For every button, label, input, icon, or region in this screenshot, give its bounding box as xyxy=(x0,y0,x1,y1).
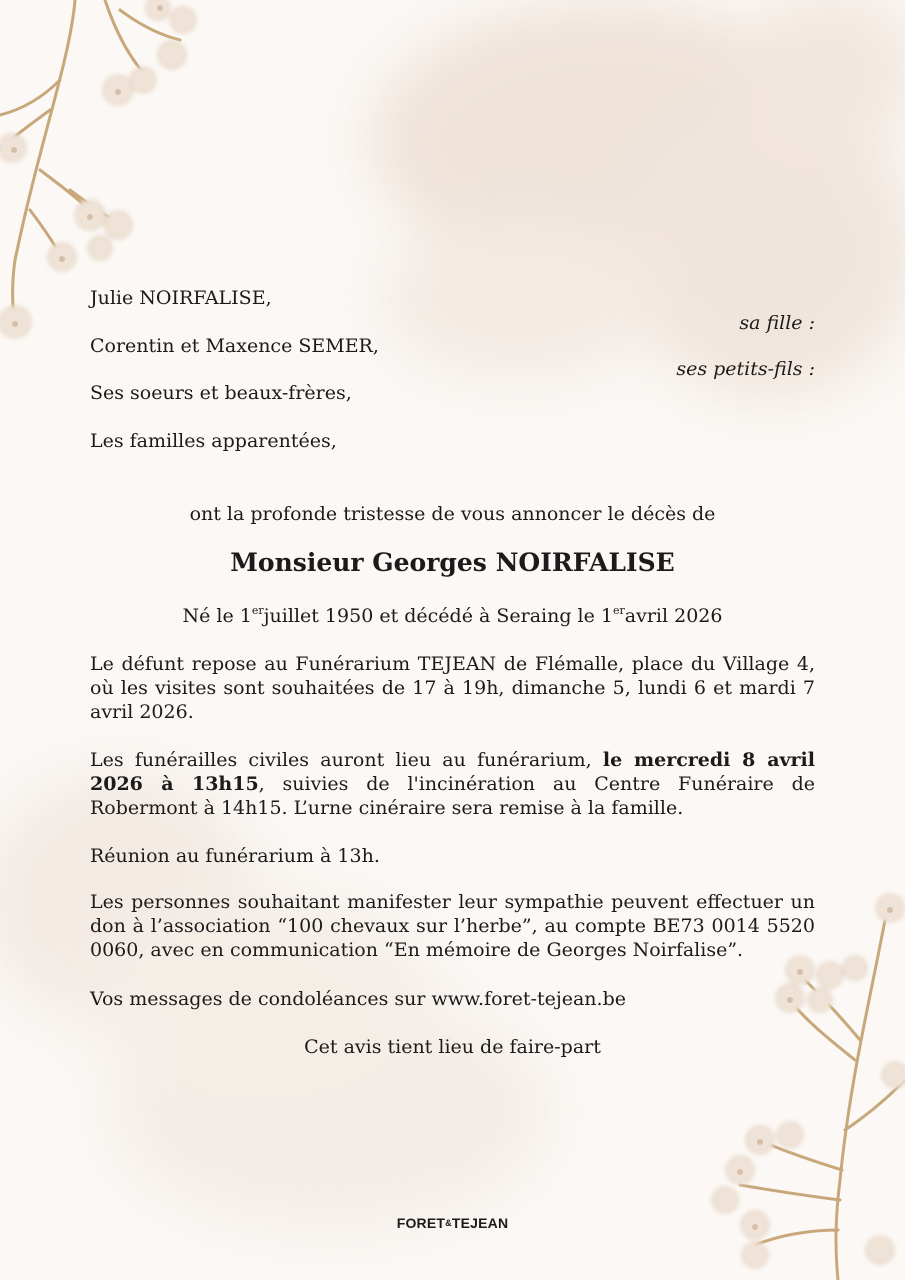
birth-date: juillet 1950 et décédé à Seraing le 1 xyxy=(263,605,613,627)
family-member-relation: sa fille : xyxy=(739,312,815,334)
closing-line: Cet avis tient lieu de faire-part xyxy=(304,1036,601,1058)
announcement-intro: ont la profonde tristesse de vous annoncer le décès de xyxy=(189,503,716,525)
death-date: avril 2026 xyxy=(624,605,723,627)
funeral-text: Les funérailles civiles auront lieu au funérarium, xyxy=(90,749,603,771)
birth-prefix: Né le 1 xyxy=(182,605,252,627)
family-member-name: Les familles apparentées, xyxy=(90,430,337,452)
family-member-relation: ses petits-fils : xyxy=(676,358,815,380)
funeral-home-logo xyxy=(0,1215,905,1231)
deceased-name: Monsieur Georges NOIRFALISE xyxy=(230,548,675,577)
repose-paragraph: Le défunt repose au Funérarium TEJEAN de Flémalle, place du Village 4, où les visites sont souhaitées de 17 à 19h, dimanche 5, lundi 6 et mardi 7 avril 2026. xyxy=(90,653,815,723)
family-member-name: Corentin et Maxence SEMER, xyxy=(90,335,379,357)
funeral-text-after: , suivies de l'incinération au Centre Funéraire de Robermont à 14h15. L’urne cinéraire sera remise à la famille. xyxy=(90,773,815,819)
condolences-paragraph: Vos messages de condoléances sur www.foret-tejean.be xyxy=(90,988,626,1010)
logo-left: FORET xyxy=(396,1215,446,1231)
logo-right: TEJEAN xyxy=(451,1215,509,1231)
funeral-date: le mercredi 8 avril 2026 à 13h15 xyxy=(90,749,815,795)
birth-sup: er xyxy=(251,604,264,617)
death-sup: er xyxy=(613,604,625,617)
logo-amp: & xyxy=(445,1218,452,1228)
family-member-name: Ses soeurs et beaux-frères, xyxy=(90,382,352,404)
family-member-name: Julie NOIRFALISE, xyxy=(90,287,272,309)
floral-branch-top-left xyxy=(0,0,180,320)
birth-death-line xyxy=(0,604,905,628)
donation-paragraph: Les personnes souhaitant manifester leur sympathie peuvent effectuer un don à l’association “100 chevaux sur l’herbe”, au compte BE73 0014 5520 0060, avec en communication “En mémoire de Georges Noirfalise”. xyxy=(90,891,815,961)
reunion-paragraph: Réunion au funérarium à 13h. xyxy=(90,845,380,867)
funeral-paragraph xyxy=(90,748,815,820)
